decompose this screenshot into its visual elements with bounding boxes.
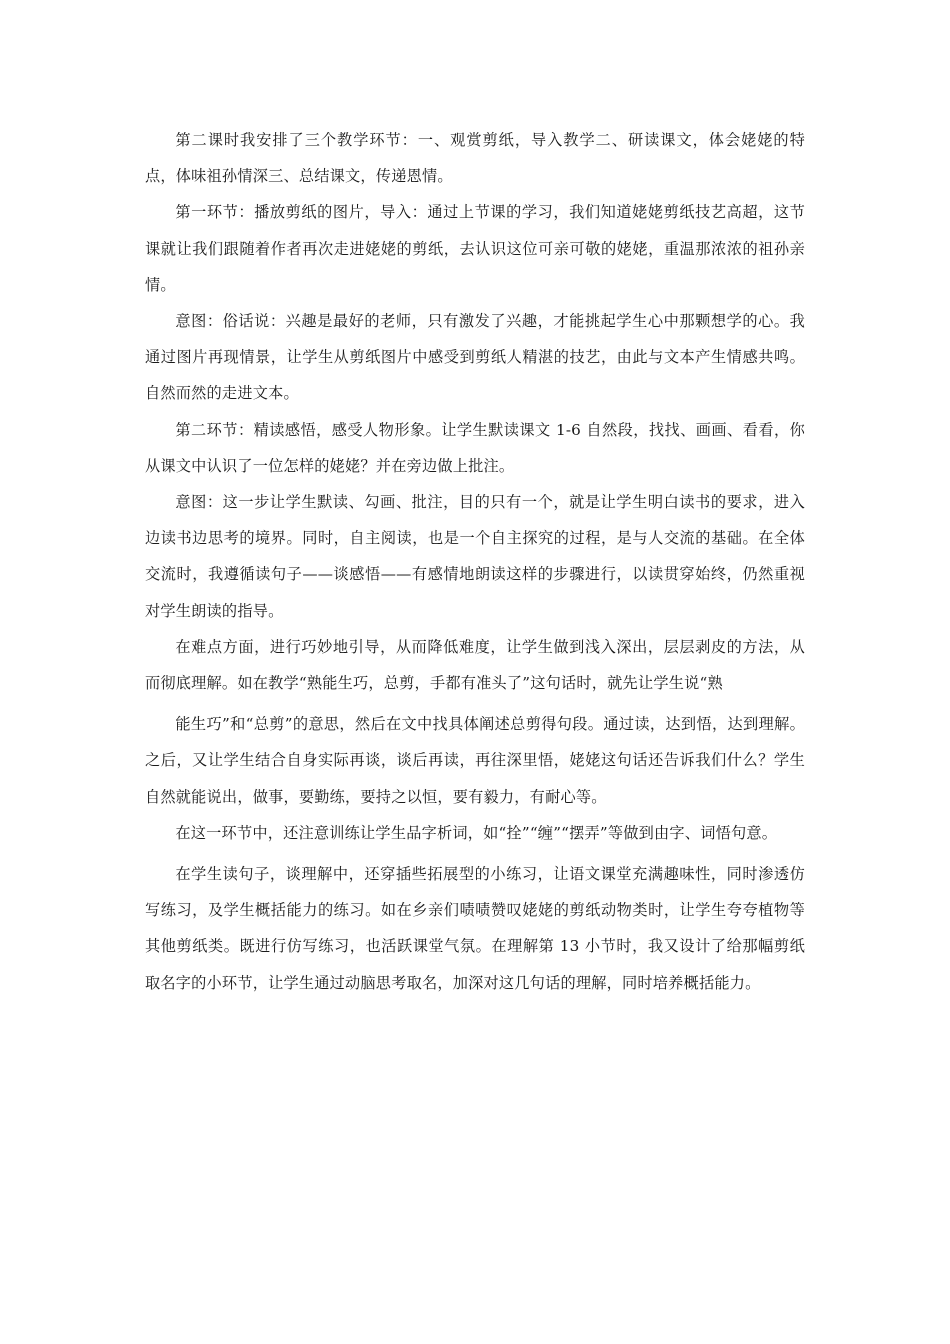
paragraph-difficulty-guidance: 在难点方面，进行巧妙地引导，从而降低难度，让学生做到浅入深出，层层剥皮的方法，从而彻底理解。如在教学“熟能生巧，总剪，手都有准头了”这句话时，就先让学生说“熟 <box>145 637 805 693</box>
paragraph-lesson-overview: 第二课时我安排了三个教学环节：一、观赏剪纸，导入教学二、研读课文，体会姥姥的特点，体味祖孙情深三、总结课文，传递恩情。 <box>145 131 805 186</box>
paragraph-second-stage: 第二环节：精读感悟，感受人物形象。让学生默读课文 1-6 自然段，找找、画画、看看，你从课文中认识了一位怎样的姥姥？并在旁边做上批注。 <box>145 420 805 475</box>
paragraph-difficulty-continued: 能生巧”和“总剪”的意思，然后在文中找具体阐述总剪得句段。通过读，达到悟，达到理解。之后，又让学生结合自身实际再谈，谈后再读，再往深里悟，姥姥这句话还告诉我们什么？学生自然就能说出，做事，要勤练，要持之以恒，要有毅力，有耐心等。 <box>145 715 805 806</box>
document-body <box>145 122 805 1001</box>
paragraph-extension-exercises: 在学生读句子，谈理解中，还穿插些拓展型的小练习，让语文课堂充满趣味性，同时渗透仿写练习，及学生概括能力的练习。如在乡亲们啧啧赞叹姥姥的剪纸动物类时，让学生夸夸植物等其他剪纸类。既进行仿写练习，也活跃课堂气氛。在理解第 13 小节时，我又设计了给那幅剪纸取名字的小环节，让学生通过动脑思考取名，加深对这几句话的理解，同时培养概括能力。 <box>145 865 805 992</box>
paragraph-first-stage: 第一环节：播放剪纸的图片，导入：通过上节课的学习，我们知道姥姥剪纸技艺高超，这节课就让我们跟随着作者再次走进姥姥的剪纸，去认识这位可亲可敬的姥姥，重温那浓浓的祖孙亲情。 <box>145 203 805 294</box>
paragraph-second-stage-intent: 意图：这一步让学生默读、勾画、批注，目的只有一个，就是让学生明白读书的要求，进入边读书边思考的境界。同时，自主阅读，也是一个自主探究的过程，是与人交流的基础。在全体交流时，我遵循读句子——谈感悟——有感情地朗读这样的步骤进行，以读贯穿始终，仍然重视对学生朗读的指导。 <box>145 493 805 620</box>
paragraph-word-analysis: 在这一环节中，还注意训练让学生品字析词，如“拴”“缠”“摆弄”等做到由字、词悟句意。 <box>175 823 778 842</box>
paragraph-first-stage-intent: 意图：俗话说：兴趣是最好的老师，只有激发了兴趣，才能挑起学生心中那颗想学的心。我通过图片再现情景，让学生从剪纸图片中感受到剪纸人精湛的技艺，由此与文本产生情感共鸣。自然而然的走进文本。 <box>145 312 805 403</box>
